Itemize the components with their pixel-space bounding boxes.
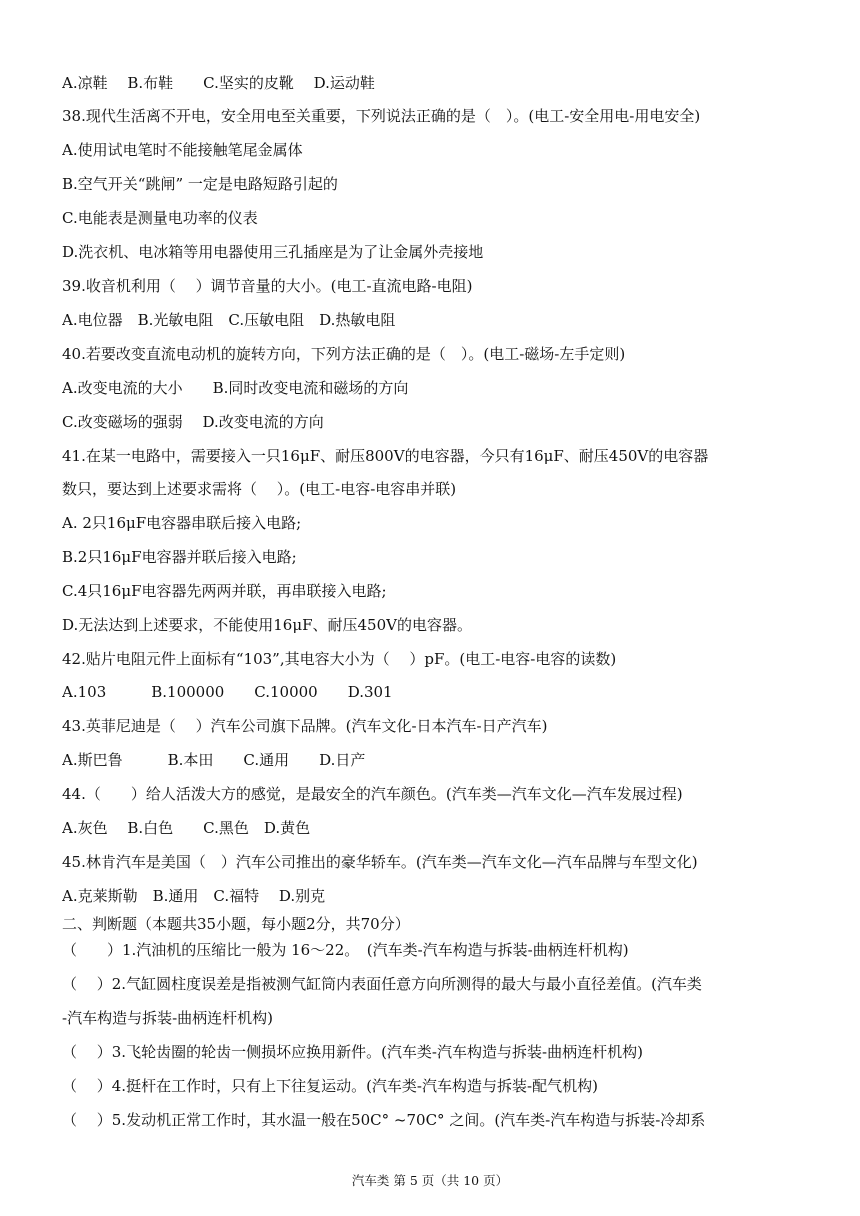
- text-line: B.2只16μF电容器并联后接入电路;: [62, 548, 297, 566]
- text-line: 二、判断题（本题共35小题，每小题2分，共70分）: [62, 915, 410, 933]
- text-line: 38.现代生活离不开电，安全用电至关重要，下列说法正确的是（ ）。(电工-安全用电-用电安全): [62, 107, 701, 125]
- text-line: A.使用试电笔时不能接触笔尾金属体: [62, 141, 303, 159]
- text-line: 40.若要改变直流电动机的旋转方向，下列方法正确的是（ ）。(电工-磁场-左手定则): [62, 345, 626, 363]
- text-line: （ ）3.飞轮齿圈的轮齿一侧损坏应换用新件。(汽车类-汽车构造与拆装-曲柄连杆机构): [62, 1043, 643, 1061]
- text-line: A.斯巴鲁 B.本田 C.通用 D.日产: [62, 751, 366, 769]
- text-line: 43.英菲尼迪是（ ）汽车公司旗下品牌。(汽车文化-日本汽车-日产汽车): [62, 717, 548, 735]
- text-line: C.4只16μF电容器先两两并联，再串联接入电路;: [62, 582, 387, 600]
- text-line: 41.在某一电路中，需要接入一只16μF、耐压800V的电容器，今只有16μF、耐压450V的电容器: [62, 447, 709, 465]
- text-line: 44.（ ）给人活泼大方的感觉，是最安全的汽车颜色。(汽车类—汽车文化—汽车发展过程): [62, 785, 683, 803]
- text-line: A.灰色 B.白色 C.黑色 D.黄色: [62, 819, 311, 837]
- text-line: 45.林肯汽车是美国（ ）汽车公司推出的豪华轿车。(汽车类—汽车文化—汽车品牌与车型文化): [62, 853, 698, 871]
- text-line: B.空气开关“跳闸” 一定是电路短路引起的: [62, 175, 338, 193]
- text-line: A.103 B.100000 C.10000 D.301: [62, 683, 393, 701]
- text-line: （ ）2.气缸圆柱度误差是指被测气缸筒内表面任意方向所测得的最大与最小直径差值。(汽车类: [62, 975, 702, 993]
- text-line: 数只，要达到上述要求需将（ ）。(电工-电容-电容串并联): [62, 480, 457, 498]
- text-line: （ ）1.汽油机的压缩比一般为 16～22。 (汽车类-汽车构造与拆装-曲柄连杆机构): [62, 941, 629, 959]
- text-line: A.改变电流的大小 B.同时改变电流和磁场的方向: [62, 379, 409, 397]
- text-line: D.洗衣机、电冰箱等用电器使用三孔插座是为了让金属外壳接地: [62, 243, 484, 261]
- text-line: A.克莱斯勒 B.通用 C.福特 D.别克: [62, 887, 326, 905]
- text-line: 42.贴片电阻元件上面标有“103”,其电容大小为（ ）pF。(电工-电容-电容的读数): [62, 650, 617, 668]
- page-footer: 汽车类 第 5 页（共 10 页）: [351, 1173, 509, 1188]
- text-line: C.电能表是测量电功率的仪表: [62, 209, 258, 227]
- text-line: 39.收音机利用（ ）调节音量的大小。(电工-直流电路-电阻): [62, 277, 473, 295]
- text-line: -汽车构造与拆装-曲柄连杆机构): [62, 1009, 273, 1027]
- text-line: C.改变磁场的强弱 D.改变电流的方向: [62, 413, 324, 431]
- text-line: （ ）5.发动机正常工作时，其水温一般在50C° ~70C° 之间。(汽车类-汽车构造与拆装-冷却系: [62, 1111, 706, 1129]
- text-line: A.电位器 B.光敏电阻 C.压敏电阻 D.热敏电阻: [62, 311, 396, 329]
- text-line: A. 2只16μF电容器串联后接入电路;: [62, 514, 302, 532]
- text-line: A.凉鞋 B.布鞋 C.坚实的皮靴 D.运动鞋: [62, 74, 375, 92]
- text-line: （ ）4.挺杆在工作时，只有上下往复运动。(汽车类-汽车构造与拆装-配气机构): [62, 1077, 598, 1095]
- text-line: D.无法达到上述要求，不能使用16μF、耐压450V的电容器。: [62, 616, 472, 634]
